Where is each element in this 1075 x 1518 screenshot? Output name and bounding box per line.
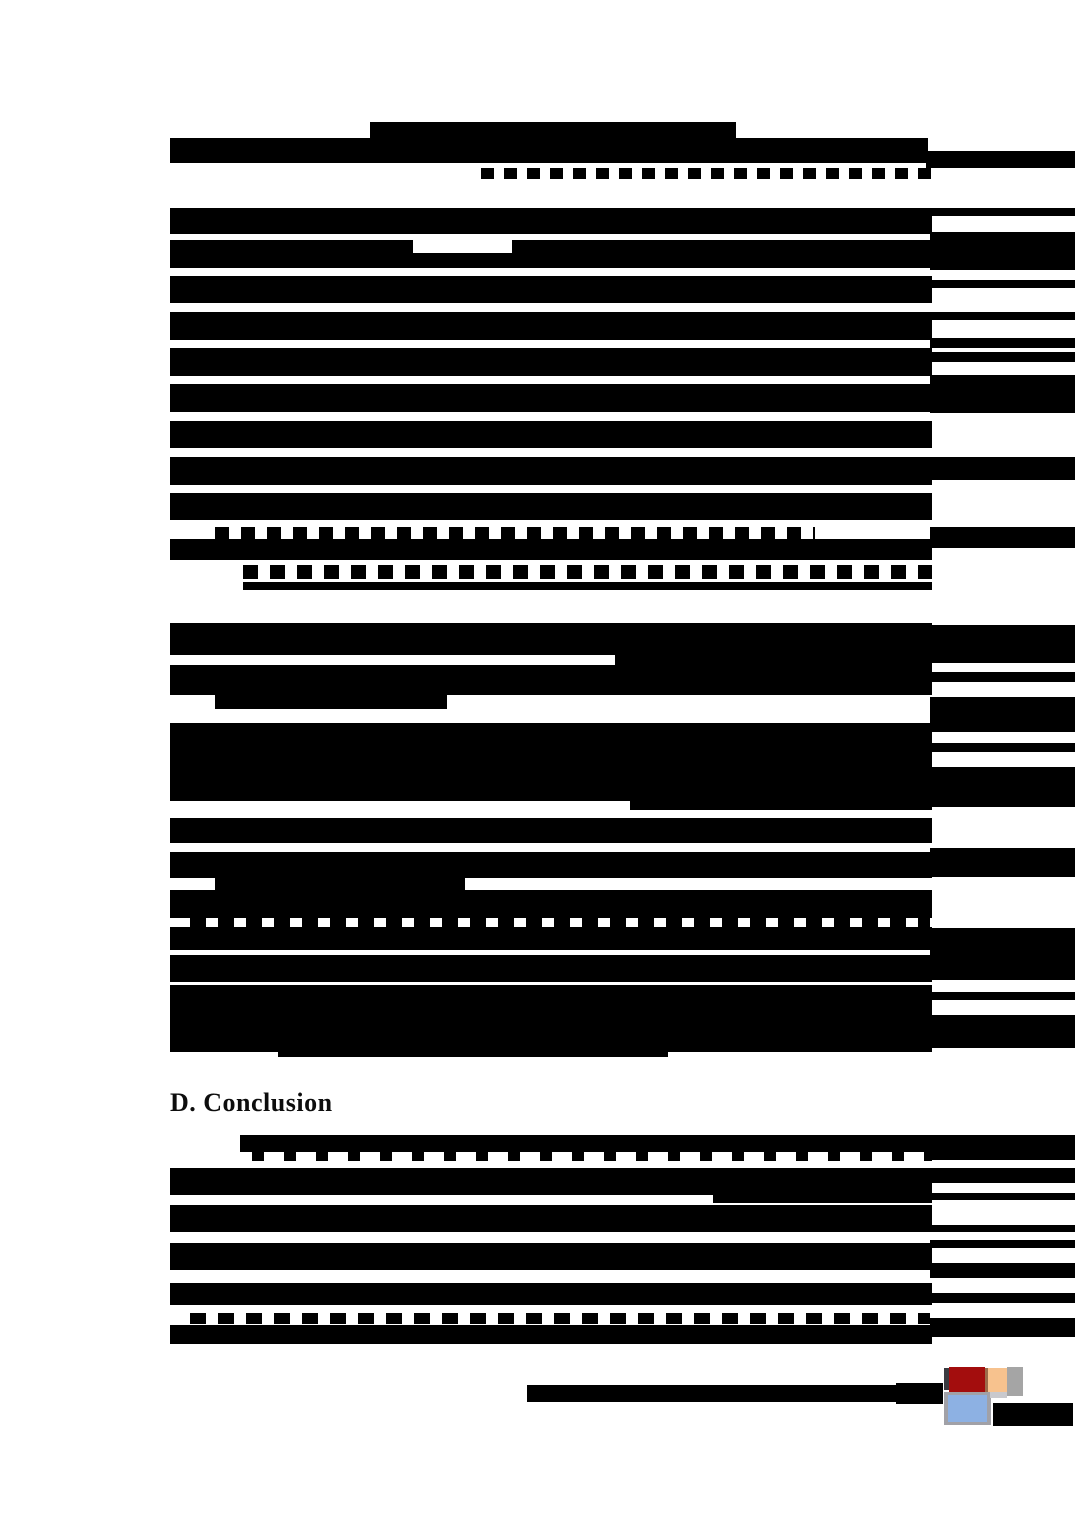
- redaction-bar: [926, 151, 1075, 168]
- redaction-bar: [930, 312, 1075, 320]
- redaction-bar: [170, 384, 932, 412]
- redaction-bar: [930, 375, 1075, 413]
- redaction-bar: [170, 723, 932, 775]
- redaction-bar: [170, 818, 932, 843]
- redaction-bar: [930, 992, 1075, 1000]
- redaction-bar: [170, 208, 932, 234]
- redaction-bar: [930, 928, 1075, 965]
- redaction-bar: [170, 240, 932, 268]
- redaction-dash-row: [243, 565, 932, 579]
- redaction-bar: [930, 527, 1075, 548]
- redaction-dash-row: [481, 168, 938, 179]
- redaction-bar: [993, 1403, 1073, 1426]
- redaction-bar: [930, 1318, 1075, 1337]
- redaction-bar: [930, 352, 1075, 362]
- redaction-bar: [930, 848, 1075, 877]
- redaction-bar: [896, 1383, 943, 1404]
- logo-gray-square: [1007, 1367, 1023, 1396]
- redaction-bar: [170, 1325, 932, 1344]
- redaction-bar: [170, 665, 932, 695]
- redaction-bar: [630, 801, 932, 810]
- redaction-bar: [615, 655, 932, 665]
- redaction-bar: [930, 457, 1075, 480]
- conclusion-heading: D. Conclusion: [170, 1088, 333, 1117]
- redaction-bar: [170, 623, 932, 655]
- redaction-bar: [170, 775, 932, 801]
- redaction-bar: [930, 280, 1075, 288]
- redaction-bar: [215, 695, 447, 709]
- redaction-bar: [170, 1283, 932, 1305]
- redaction-bar: [170, 927, 932, 950]
- redaction-bar: [170, 457, 932, 485]
- redaction-dash-row: [190, 1313, 930, 1324]
- redaction-bar: [930, 965, 1075, 980]
- logo-peach-square: [988, 1368, 1007, 1394]
- redaction-gap: [413, 240, 512, 253]
- logo-blue-square: [948, 1395, 987, 1422]
- redaction-bar: [170, 1168, 932, 1195]
- redaction-bar: [930, 672, 1075, 682]
- redaction-bar: [930, 232, 1075, 270]
- redaction-bar: [278, 1052, 668, 1057]
- logo-gray-strip: [990, 1392, 1007, 1398]
- redaction-bar: [170, 348, 932, 376]
- redaction-bar: [170, 312, 932, 340]
- redaction-bar: [713, 1195, 932, 1203]
- redaction-bar: [170, 1008, 932, 1032]
- redaction-bar: [170, 985, 932, 1008]
- redaction-bar: [930, 1225, 1075, 1232]
- redaction-dash-row: [252, 1152, 932, 1161]
- redaction-bar: [930, 697, 1075, 732]
- redaction-bar: [170, 493, 932, 520]
- redaction-dash-row: [190, 918, 930, 927]
- redaction-bar: [930, 1168, 1075, 1183]
- redaction-bar: [930, 208, 1075, 216]
- redaction-bar: [930, 1240, 1075, 1248]
- redaction-bar: [930, 1293, 1075, 1303]
- redaction-bar: [930, 767, 1075, 807]
- redaction-bar: [370, 122, 736, 138]
- redaction-bar: [930, 1263, 1075, 1278]
- redaction-bar: [930, 1193, 1075, 1200]
- redaction-bar: [170, 852, 932, 878]
- redaction-bar: [170, 539, 932, 560]
- redaction-bar: [170, 955, 932, 982]
- redaction-bar: [243, 582, 932, 590]
- redaction-bar: [170, 890, 932, 918]
- redaction-bar: [170, 1205, 932, 1232]
- redaction-bar: [930, 1135, 1075, 1160]
- redaction-bar: [930, 743, 1075, 752]
- redaction-dash-row: [215, 527, 815, 539]
- redaction-bar: [930, 338, 1075, 348]
- redaction-bar: [930, 625, 1075, 663]
- redaction-bar: [170, 138, 928, 163]
- redaction-bar: [930, 1015, 1075, 1048]
- redaction-bar: [527, 1385, 896, 1402]
- logo-red-square: [949, 1367, 985, 1393]
- redaction-bar: [170, 421, 932, 448]
- redaction-bar: [170, 1243, 932, 1270]
- redaction-bar: [170, 276, 932, 303]
- redaction-bar: [170, 1030, 932, 1052]
- redaction-bar: [215, 878, 465, 890]
- redaction-bar: [240, 1135, 932, 1152]
